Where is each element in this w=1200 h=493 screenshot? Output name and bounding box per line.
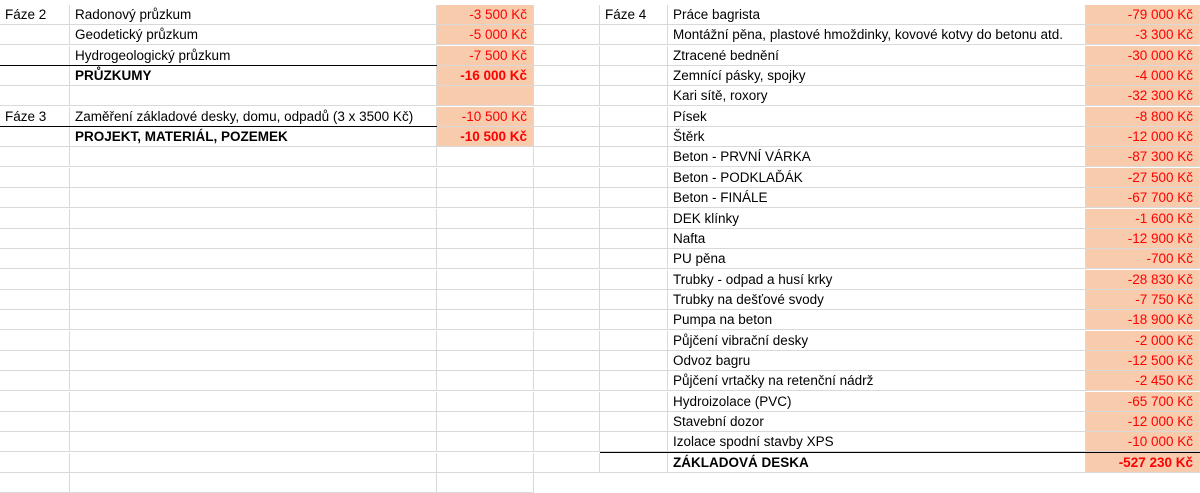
blank-cell xyxy=(600,270,668,290)
item-label: Beton - PODKLAĎÁK xyxy=(668,168,1086,188)
blank-cell xyxy=(437,351,534,371)
item-amount: -10 500 Kč xyxy=(437,107,534,127)
blank-cell xyxy=(0,168,70,188)
item-label: Stavební dozor xyxy=(668,412,1086,432)
item-amount: -2 450 Kč xyxy=(1086,371,1200,391)
blank-cell xyxy=(437,147,534,167)
item-label: PU pěna xyxy=(668,249,1086,269)
item-label: DEK klínky xyxy=(668,209,1086,229)
blank-cell xyxy=(0,229,70,249)
item-label: Hydrogeologický průzkum xyxy=(70,46,437,66)
blank-cell xyxy=(437,392,534,412)
item-amount: -2 000 Kč xyxy=(1086,331,1200,351)
blank-cell xyxy=(534,66,600,86)
blank-cell xyxy=(600,107,668,127)
blank-cell xyxy=(0,432,70,452)
blank-cell xyxy=(0,25,70,45)
blank-cell xyxy=(70,371,437,391)
item-label: Geodetický průzkum xyxy=(70,25,437,45)
blank-cell xyxy=(70,270,437,290)
section-total-label: PROJEKT, MATERIÁL, POZEMEK xyxy=(70,127,437,147)
section-total-amount: -10 500 Kč xyxy=(437,127,534,147)
blank-cell xyxy=(437,331,534,351)
blank-cell xyxy=(534,86,600,106)
blank-cell xyxy=(600,66,668,86)
blank-cell xyxy=(600,412,668,432)
item-amount: -79 000 Kč xyxy=(1086,5,1200,25)
blank-cell xyxy=(600,46,668,66)
item-amount: -8 800 Kč xyxy=(1086,107,1200,127)
blank-cell xyxy=(437,432,534,452)
item-amount: -28 830 Kč xyxy=(1086,270,1200,290)
blank-cell xyxy=(534,290,600,310)
blank-cell xyxy=(534,229,600,249)
item-amount: -87 300 Kč xyxy=(1086,147,1200,167)
item-label: Beton - FINÁLE xyxy=(668,188,1086,208)
item-amount: -12 900 Kč xyxy=(1086,229,1200,249)
blank-cell xyxy=(437,412,534,432)
phase-label: Fáze 3 xyxy=(0,107,70,127)
blank-cell xyxy=(534,432,600,452)
blank-cell xyxy=(0,46,70,66)
blank-cell xyxy=(534,46,600,66)
item-amount: -12 000 Kč xyxy=(1086,412,1200,432)
blank-cell xyxy=(437,453,534,473)
item-label: Nafta xyxy=(668,229,1086,249)
blank-cell xyxy=(437,270,534,290)
blank-cell xyxy=(0,86,70,106)
item-label: Štěrk xyxy=(668,127,1086,147)
blank-cell xyxy=(70,168,437,188)
blank-cell xyxy=(534,209,600,229)
blank-cell xyxy=(0,351,70,371)
item-amount: -65 700 Kč xyxy=(1086,392,1200,412)
blank-cell xyxy=(0,392,70,412)
blank-cell xyxy=(437,209,534,229)
blank-cell xyxy=(70,351,437,371)
blank-cell xyxy=(534,107,600,127)
section-total-amount: -527 230 Kč xyxy=(1086,453,1200,473)
blank-cell xyxy=(534,392,600,412)
item-label: Hydroizolace (PVC) xyxy=(668,392,1086,412)
blank-cell xyxy=(70,290,437,310)
blank-cell xyxy=(0,412,70,432)
item-amount: -5 000 Kč xyxy=(437,25,534,45)
blank-cell xyxy=(600,209,668,229)
blank-cell xyxy=(600,229,668,249)
blank-cell xyxy=(437,310,534,330)
item-label: Kari sítě, roxory xyxy=(668,86,1086,106)
item-amount: -12 000 Kč xyxy=(1086,127,1200,147)
blank-cell xyxy=(600,249,668,269)
item-label: Pumpa na beton xyxy=(668,310,1086,330)
item-label: Izolace spodní stavby XPS xyxy=(668,432,1086,452)
phase-label: Fáze 2 xyxy=(0,5,70,25)
item-amount: -67 700 Kč xyxy=(1086,188,1200,208)
blank-cell xyxy=(70,209,437,229)
blank-cell xyxy=(0,331,70,351)
item-label: Zemnící pásky, spojky xyxy=(668,66,1086,86)
blank-cell xyxy=(437,188,534,208)
item-amount: -32 300 Kč xyxy=(1086,86,1200,106)
blank-cell xyxy=(600,351,668,371)
blank-cell xyxy=(70,249,437,269)
blank-cell xyxy=(600,310,668,330)
blank-cell xyxy=(437,249,534,269)
blank-cell xyxy=(600,188,668,208)
item-label: Radonový průzkum xyxy=(70,5,437,25)
blank-cell xyxy=(534,147,600,167)
item-amount: -10 000 Kč xyxy=(1086,432,1200,452)
item-label: Trubky na dešťové svody xyxy=(668,290,1086,310)
blank-cell xyxy=(70,432,437,452)
item-amount: -27 500 Kč xyxy=(1086,168,1200,188)
blank-cell xyxy=(0,188,70,208)
blank-cell xyxy=(70,188,437,208)
blank-cell xyxy=(534,168,600,188)
blank-cell xyxy=(534,331,600,351)
blank-cell xyxy=(0,209,70,229)
blank-cell xyxy=(600,453,668,473)
item-amount: -3 300 Kč xyxy=(1086,25,1200,45)
blank-cell xyxy=(534,270,600,290)
item-label: Půjčení vrtačky na retenční nádrž xyxy=(668,371,1086,391)
item-label: Ztracené bednění xyxy=(668,46,1086,66)
item-label: Práce bagrista xyxy=(668,5,1086,25)
section-total-label: PRŮZKUMY xyxy=(70,66,437,86)
blank-cell xyxy=(600,86,668,106)
blank-cell xyxy=(437,229,534,249)
blank-cell xyxy=(70,229,437,249)
blank-cell xyxy=(600,25,668,45)
section-total-label: ZÁKLADOVÁ DESKA xyxy=(668,453,1086,473)
blank-cell xyxy=(534,249,600,269)
blank-cell xyxy=(0,249,70,269)
blank-cell xyxy=(70,453,437,473)
blank-cell xyxy=(437,371,534,391)
blank-cell xyxy=(0,310,70,330)
blank-cell xyxy=(0,66,70,86)
blank-cell xyxy=(0,127,70,147)
blank-cell xyxy=(534,351,600,371)
blank-cell xyxy=(600,290,668,310)
blank-cell xyxy=(437,86,534,106)
item-label: Montážní pěna, plastové hmoždinky, kovové kotvy do betonu atd. xyxy=(668,25,1086,45)
blank-cell xyxy=(600,392,668,412)
item-amount: -7 500 Kč xyxy=(437,46,534,66)
blank-cell xyxy=(70,310,437,330)
blank-cell xyxy=(70,392,437,412)
blank-cell xyxy=(0,147,70,167)
item-amount: -30 000 Kč xyxy=(1086,46,1200,66)
blank-cell xyxy=(600,168,668,188)
blank-cell xyxy=(534,453,600,473)
blank-cell xyxy=(600,331,668,351)
blank-cell xyxy=(600,371,668,391)
blank-cell xyxy=(70,331,437,351)
section-total-amount: -16 000 Kč xyxy=(437,66,534,86)
blank-cell xyxy=(534,371,600,391)
phase-label: Fáze 4 xyxy=(600,5,668,25)
item-label: Odvoz bagru xyxy=(668,351,1086,371)
item-label: Půjčení vibrační desky xyxy=(668,331,1086,351)
blank-cell xyxy=(70,86,437,106)
blank-cell xyxy=(70,147,437,167)
blank-cell xyxy=(0,371,70,391)
blank-cell xyxy=(437,473,534,493)
blank-cell xyxy=(70,473,437,493)
item-label: Zaměření základové desky, domu, odpadů (3 x 3500 Kč) xyxy=(70,107,437,127)
item-amount: -7 750 Kč xyxy=(1086,290,1200,310)
blank-cell xyxy=(70,412,437,432)
item-amount: -4 000 Kč xyxy=(1086,66,1200,86)
item-label: Písek xyxy=(668,107,1086,127)
blank-cell xyxy=(534,25,600,45)
item-amount: -3 500 Kč xyxy=(437,5,534,25)
blank-cell xyxy=(600,147,668,167)
blank-cell xyxy=(534,127,600,147)
blank-cell xyxy=(600,127,668,147)
item-amount: -700 Kč xyxy=(1086,249,1200,269)
blank-cell xyxy=(534,5,600,25)
blank-cell xyxy=(534,310,600,330)
blank-cell xyxy=(0,290,70,310)
blank-cell xyxy=(0,473,70,493)
blank-cell xyxy=(437,290,534,310)
item-label: Trubky - odpad a husí krky xyxy=(668,270,1086,290)
blank-cell xyxy=(534,412,600,432)
blank-cell xyxy=(0,453,70,473)
blank-cell xyxy=(534,188,600,208)
item-label: Beton - PRVNÍ VÁRKA xyxy=(668,147,1086,167)
blank-cell xyxy=(600,432,668,452)
item-amount: -18 900 Kč xyxy=(1086,310,1200,330)
blank-cell xyxy=(0,270,70,290)
item-amount: -12 500 Kč xyxy=(1086,351,1200,371)
blank-cell xyxy=(437,168,534,188)
item-amount: -1 600 Kč xyxy=(1086,209,1200,229)
